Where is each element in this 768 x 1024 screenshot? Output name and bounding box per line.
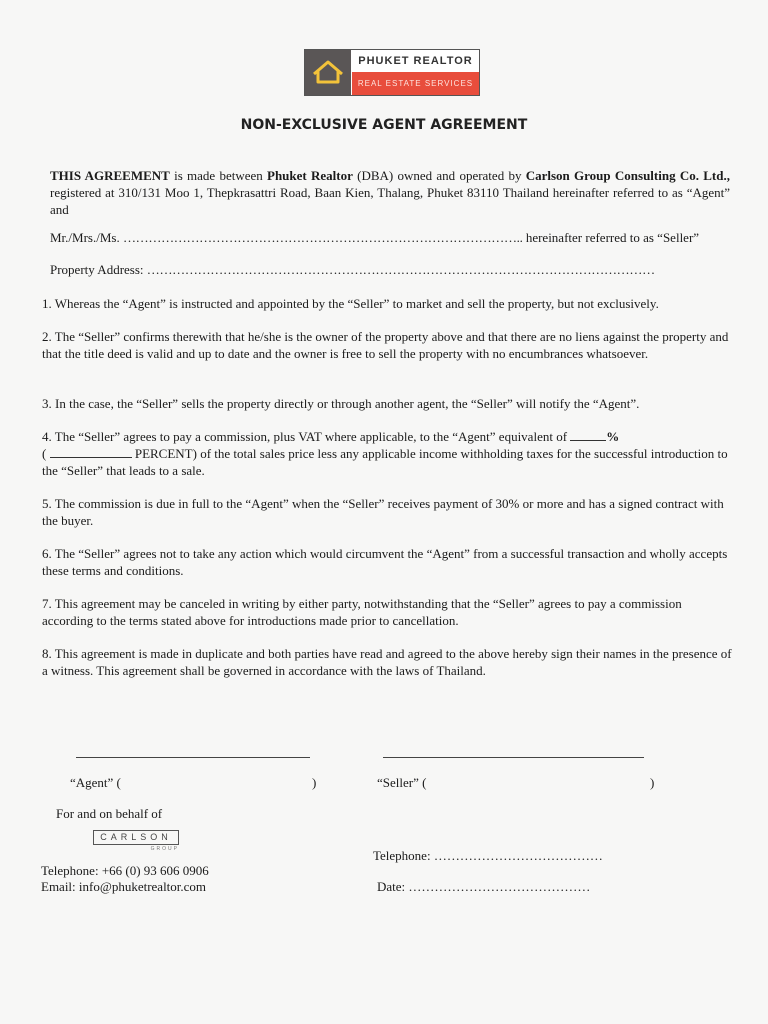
commission-words-field[interactable] <box>50 445 132 458</box>
clause-6: 6. The “Seller” agrees not to take any action which would circumvent the “Agent” from a successful transaction and wholly accepts these terms and conditions. <box>42 546 728 578</box>
intro-text-1: is made between <box>169 168 268 183</box>
agent-signature-line[interactable] <box>76 757 310 758</box>
intro-text-3: registered at 310/131 Moo 1, Thepkrasattri Road, Baan Kien, Thalang, Phuket 83110 Thailand hereinafter referred to as “Agent” and <box>50 185 730 217</box>
intro-agreement-label: THIS AGREEMENT <box>50 168 170 183</box>
seller-name-suffix: hereinafter referred to as “Seller” <box>525 230 700 245</box>
agent-telephone: Telephone: +66 (0) 93 606 0906 <box>41 863 209 878</box>
seller-telephone-label: Telephone: <box>373 848 431 863</box>
clause-5: 5. The commission is due in full to the “Agent” when the “Seller” receives payment of 30% or more and has a signed contract with the buyer. <box>42 496 724 528</box>
agent-signature-label: “Agent” ( <box>70 775 121 790</box>
house-icon <box>305 50 351 95</box>
clause-4 <box>42 428 732 479</box>
seller-date-label: Date: <box>377 879 406 894</box>
seller-telephone-line <box>373 848 603 864</box>
document-title: NON-EXCLUSIVE AGENT AGREEMENT <box>240 117 528 133</box>
company-logo <box>304 49 480 96</box>
agent-close-paren: ) <box>312 775 317 790</box>
clause-8: 8. This agreement is made in duplicate and both parties have read and agreed to the above hereby sign their names in the presence of a witness. This agreement shall be governed in accordance with the laws of Thailand. <box>42 646 732 678</box>
seller-date-line <box>377 879 590 895</box>
intro-operator-name: Carlson Group Consulting Co. Ltd., <box>525 168 730 183</box>
clause-7: 7. This agreement may be canceled in writing by either party, notwithstanding that the “Seller” agrees to pay a commission according to the terms stated above for introductions made prior to cancellation. <box>42 596 682 628</box>
seller-name-line <box>50 229 730 246</box>
agent-email: Email: info@phuketrealtor.com <box>41 879 207 894</box>
clause-1: 1. Whereas the “Agent” is instructed and appointed by the “Seller” to market and sell the property, but not exclusively. <box>42 296 659 311</box>
intro-company-name: Phuket Realtor <box>267 168 353 183</box>
carlson-logo-sub: GROUP <box>150 846 179 852</box>
clause-2: 2. The “Seller” confirms therewith that he/she is the owner of the property above and that there are no liens against the property and that the title deed is valid and up to date and the owner is free to sell the property with no encumbrances whatsoever. <box>42 329 729 361</box>
clause-4-open-paren: ( <box>42 446 47 461</box>
property-address-label: Property Address: <box>50 262 144 277</box>
logo-name: PHUKET REALTOR <box>358 55 473 67</box>
clause-4-text-a: 4. The “Seller” agrees to pay a commission, plus VAT where applicable, to the “Agent” equivalent of <box>42 429 568 444</box>
on-behalf-label: For and on behalf of <box>56 806 163 821</box>
logo-tagline: REAL ESTATE SERVICES <box>352 72 479 95</box>
percent-sign: % <box>606 429 620 444</box>
property-address-field[interactable]: ………………………………………………………………………………………………………… <box>146 262 655 277</box>
property-address-line <box>50 261 730 278</box>
seller-close-paren: ) <box>650 775 655 790</box>
seller-name-field[interactable]: ………………………………………………………………………………….. <box>122 230 523 245</box>
clause-3: 3. In the case, the “Seller” sells the property directly or through another agent, the “Seller” will notify the “Agent”. <box>42 396 640 411</box>
seller-signature-label: “Seller” ( <box>377 775 427 790</box>
intro-paragraph <box>50 167 730 218</box>
seller-telephone-field[interactable]: ………………………………… <box>433 848 603 863</box>
commission-percent-field[interactable] <box>570 428 606 441</box>
carlson-logo-word: CARLSON <box>93 830 179 845</box>
seller-signature-line[interactable] <box>383 757 644 758</box>
seller-name-label: Mr./Mrs./Ms. <box>50 230 120 245</box>
seller-date-field[interactable]: …………………………………… <box>408 879 591 894</box>
carlson-group-logo <box>93 830 179 852</box>
clause-4-text-c: PERCENT) of the total sales price less any applicable income withholding taxes for the successful introduction to the “Seller” that leads to a sale. <box>42 446 728 478</box>
intro-text-2: (DBA) owned and operated by <box>352 168 526 183</box>
